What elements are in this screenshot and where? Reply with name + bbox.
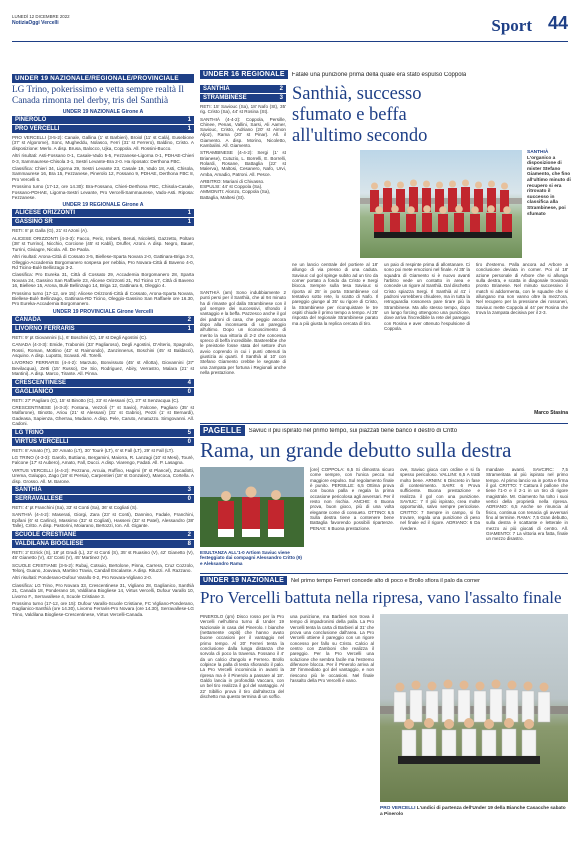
issue-date: LUNEDÌ 12 DICEMBRE 2022 [12, 14, 70, 19]
article-column: una punizione, ma Barbieri non trova il tempo di impadronirsi della palla. La Pro Vercelli tenta la carta di Barbieri al 31' che prova una conclusione dall'area. La Pro Vercelli ottiene il pareggio con un rigore concesso per fallo su Cristo. Calcio al centro con Zamboni che realizza il pareggio. Per la Pro Vercelli una soluzione che sembra facile ma l'estremo difensore blocca. Per il Pinerolo arriva al 38' l'immediato gol del vantaggio, e non riescono più le occasioni. Nel finale l'assalto della Pro Vercelli è vano. [290, 614, 374, 684]
score-row: SANTHIÀ 2 [200, 85, 286, 93]
lineup-text: SCUOLE CRISTIANE (3-5-2): Rubaj, Cotsuio, Bertolone, Pinna, Carrera, Cruz Cozzolo, Telonj, Guano, Jouvava, Martino Travia, Candall Escalante. A disp. Rituzzi. All. Razzano. [12, 562, 194, 573]
article-column: tiro d'esterno. Palla ancora ad Arbore a conclusione deviata in corner. Poi al 18' azione personale di Arbore che si allunga sulla destra, e scatta in diagonale trovando pronto Brianese. Nel minuto successivo il match si addormenta, con le squadre che si allungano ma non vanno oltre la mezz'ora. Nel recupero per la pressione dei rossoneri, Saviouc mette Coppola al 44' per Rosina che trova la zampata decisiva per il 2-3. [476, 262, 568, 316]
goals-text: RETI: 15' Saviouc (Sa), 18' Nafo (St), 35' rig. Cristo (Sa), 44' st Rosina (St). [200, 104, 286, 115]
article-column: un paio di respinte prima di allontanare. Ci sono poi mete emozioni nel finale. Al 35' la squadra di Giamento si è nuovo avanti l'arbitro vede un contatto in area e concede un rigore al Santhià. Dal dischetto Cristo spiazza Sergi. Il Santhià al 41' i padroni vorrebbero chiudere, ma in tutta la retroguardia rossonera pare tirare più la Strambinese. Ma allo stesso tempo, dopo un lungo forcing ottengono una punizione, dove arriva l'incredibile la rete del pareggio con Rosina e aver ottenuto l'espulsione di Coppola. [384, 262, 470, 332]
score-row: ALICESE ORIZZONTI 1 [12, 209, 194, 217]
celebration-photo [200, 467, 304, 547]
section-band: UNDER 16 REGIONALE [200, 70, 288, 79]
left-column [12, 74, 194, 834]
lineup-text: LIVORNO FERRARIS (4-4-2): Marzuto, Bonvissuto (45' st Allotta), Giovannini (37' Bevilacqua), Zetti (15' Russo), De Sio, Rodriguez, Abiry, Verrastro, Malara (21' st Mantini). A disp. Marco, Tirante. All. Pinna. [12, 360, 194, 377]
top-scorebox [200, 84, 286, 200]
score-row: PINEROLO 1 [12, 116, 194, 124]
score-row: SANTHIÀ 3 [12, 486, 194, 494]
lineup-text: VIRTUS VERCELLI (4-4-2): Pezzano, Arcuia, Ruffino, Hagimi (8' st Plancel), Zucadotti, Urema, Galuppo, Zago (18' st Persia), Carpentieri (18' st Gonzalez), Marcoca, Cortella. A disp. Grosso. All. M. Barone. [12, 467, 194, 484]
lineup-text: CRESCENTINESE (4-3-3): Fontana, Vezzoli (7' st Savio), Falcone, Pagliaro (35' st Malfarone), Binotto, Ariou (21' st Alessani) (31' st Gabrio), Pezzi (1' st Bernardi), Gadeasa, Sapienza, Gherrau, Mudano. A disp. Pele, Caruto, Amatuzzo. Simgovanni. All. Cadoni. [12, 405, 194, 427]
article-column: PINEROLO (qm) Disco rosso per la Pro Vercelli nell'ultimo turno di Under 19 Nazionale in casa del Pinerolo. I bianche (nettamente ospiti) che hanno avuto buone occasioni per il vantaggio nel primo tempo. Al 20' Ferreri tenta la conclusione dalla lunga distanza che sorvola di poco la traversa. Fossano il 4' da un calcio d'angolo e Ferrero. Brollo colpisce la palla di testa sfiorando il palo. La Pro Vercelli incomincia in avanti la ripresa ma è il Pinerolo a passare al 18'. Galdo lancia in profondità Vaccaro, con un bel tiro realizza il gol del vantaggio. Al 22' Sibillio prova il tiro dall'altezza del dischetto ma questo termina di un soffio. [200, 614, 284, 700]
bottom-headline: Pro Vercelli battuta nella ripresa, vano l'assalto finale [200, 588, 562, 607]
lineup-text: CANADA (4-3-3): Emide, Trabonini (33' Pagliaroso), Degli Agostini, D'Alterio, Spagnolo, Rossi, Roman, Mottino (42' st Raimondo), Zanzinnerus, Boschini (45' st Baldacci), Asquino. A disp. Lupotto, Scavati. All. Torelli. [12, 342, 194, 358]
score-row: STRAMBINESE 3 [200, 94, 286, 102]
standings-text: Classifica: Pro Eureka 31, Città di Cossato 29, Accademia Borgomanero 28, Sparta Novara 24, Gassino San Raffaele 23, Alicese Orizzonti 21, Rd Ticino 17, Città di Baveno 16, Biellese 15, Arona, Bulè Bellinzago 14, Briga 12, Gattinara 6, Oleggio 4. [12, 272, 194, 289]
caption-title: PRO VERCELLI [380, 806, 416, 811]
standings-text: Classifica: LG Trino, Pro Novara 33, Crescentinese 31, Vigliano 28, Gaglianico, Santhià 21, Canada 18, Ponderano 16, Valdilana Biogliese 14, Virtus Vercelli, Dufour Varallo 10, Livorno F., Serravallese 4, Scuole Cristiane 3. [12, 582, 194, 599]
score-row: GASSINO SR 1 [12, 218, 194, 226]
pagelle-headline: Rama, un grande debutto sulla destra [200, 438, 512, 462]
article-signature: Marco Stasina [534, 410, 568, 416]
band-kicker: Saviuc il più ispirato nel primo tempo, sui piazzati tiene banco il destro di Critto [248, 427, 458, 434]
caption-text: L'undici di partenza dell'Under 19 della Bianche Casacche sabato a Pinerolo [380, 806, 566, 817]
photo-caption: ESULTANZA ALL'1-0 Artiom Saviuc viene festeggiato dai compagni Alessandro Critto (9) e Aleksandro Rama [200, 550, 302, 566]
band-kicker: Fatale una punizione prima della quale era stato espulso Coppola [291, 71, 467, 78]
lineup-text: STRAMBINESE (4-4-2): Sergi (1' st Brianese), Cutuzio, L. Borrelli, E. Borrelli, Rolardi, Rosane, Battaglia (22' st Malerva), Maltosi, Cesanero, Nafo, Urvi, Amba, Amadio, Patroni. All. Pesce. [200, 150, 286, 177]
team-photo-illustration [360, 150, 522, 258]
lineup-text: SANTHIÀ (4-4-2): Coppola, Persille, Chinee, Penas, Vallini, Sarsi, Ali Aamer, Saviouc, Cristo, Adriano (20' st Aimon Aljoz), Rama (20' st Pinar). All. il Giamento. A disp. Morino, Nicoletto, Kambalini. All. Giamento. [200, 116, 286, 149]
section-band: UNDER 19 NAZIONALE [200, 576, 287, 585]
lineup-text: PRO VERCELLI (3-5-2): Canale, Gallina (1' st Barbieri), Broiol (11' st Calà), Eusebione (37' st Algorome), Sonc, Mugheddu, Nolasco, Ferri (31' st Ferrero), Baldino, Cristo. A disposizione: Merlo. A disp. Brusa, Balocco, Ujka, Coppola. All. Rossini-Bucco. [12, 135, 194, 151]
article-column: SANTHIÀ (am) Sono indubbiamente 2 punti persi per il Santhià, che al 94 minuto ha di rimaste gol dalla Strambinese con il gol sempre dei successivi, sfrondo il vantaggio e la beffa. Pazzesco anche il gol dei padroni di casa, che peggio ancora dopo alla inconsueta di un pareggio all'ultimo. Dopo un riconoscimento di merito la sua vittoria di 2-2 che concessa spreco di beffa incredibile. Basterebbe che le preistorie fosse stata del settore d'un avvio coprendo in cui i punti ottenuti la giustizia ai quarti. Il Santhià al 10' con Stefano Giamento crebbe le segnate di una zampata per fortuna i Regionali anche nella prestazione. [200, 290, 286, 376]
score-row: SERRAVALLESE 0 [12, 495, 194, 503]
pagelle-column: mandare avanti. SAVCIRC: 7,5 Strameritata al più ispirato nel primo tempo. Al primo lancio va in porta e firma il gol. CRITTO: 7 Cattura il pallone che tiene l'1-0 e il 2-1 in un tiro di rigore magistrale. Mr. Giamento ha tolto i suoi vertici della proprietà nella ripresa. ADRIANO: 6,5 Anche se rinuncia al fisico, continua con tenacia gli avversari fino al termine. RAMA: 7,5 Gran debutto, sulla destra è scattante e letterale in mezzo ai più giocati di centro. All. GIAMENTO: 7 La vittoria era fatta, finale un mezzo disastro. [486, 467, 568, 542]
subsection-title: UNDER 19 PROVINCIALE Girone Vercelli [52, 308, 154, 315]
expelled-text: ESPULSI: 44' st Coppola (Sa). [200, 184, 263, 190]
top-headline: Santhià, successo sfumato e beffa all'ultimo secondo [292, 84, 428, 146]
pagelle-column: ove, Saviuc gioca con ordine e si fa spesso pericoloso. VALLINI: 6,5 A tratti molto bene. ARNIIN: 6 Discreto in fase di contenimento. SAIRI: 6 Prova sufficiente. Buona prestazione e realizza il gol con una punizione. SAVIUC: 7 Il più ispirato, crea molte opportunità, salvo sempre pericolose. CRITTO: 7 Sempre in campo, si fa trovare, regala una punizione di peso nel finale ed il rigore. ADRIANO: 6 Da rivedere. [400, 467, 480, 531]
photo-caption [527, 150, 571, 217]
page-number: 44 [547, 13, 568, 33]
newspaper-name: NotiziaOggi Vercelli [12, 20, 59, 26]
band-kicker: Nel primo tempo Ferreri concede alto di poco e Brollo sfiora il palo da corner [291, 577, 481, 584]
caption-text: L'organico a disposizione di mister Stefano Giamento, che fino all'ultimo minuto di recupero si era ritrovato il successo in classifica alla Strambinese, poi sfumato [527, 155, 571, 217]
subsection-title: UNDER 19 REGIONALE Girone A [62, 202, 144, 209]
booked-text: AMMONITI: Alonzo, Coppola (Sa), Battaglia, Maltesi (St). [200, 189, 271, 200]
left-headline: LG Trino, pokerissimo e vetta sempre realtà Il Canada rimonta nel derby, tris del Santhià [12, 85, 184, 106]
lineup-text: ALICESE ORIZZONTI (4-3-3): Facco, Peric, Imberti, Beruti, Nicoletti, Gazzetto, Poltaro (38' st Turrino), Nicchio, Corcione (45' st Kabli), Druffer, Azoni. A disp. Negro, Bauer, Turrini, Giviagre, Nicola. All. De Paola. [12, 235, 194, 252]
score-row: LG TRINO 5 [12, 429, 194, 437]
goals-text: RETI: 2' Ezrick (S), 18' pt Gradi (L), 22' st Conti (S), 35' st Ruasino (V), 42' Gianetto (V), 45' Gianetto (V), 43' Conti (V), 45' Martinez (V). [12, 549, 194, 561]
next-round-text: Prossimo turno (17-12, ore 14.30): Bra-Fossano, Chieri-Derthona FBC, Chisola-Casale, Fossano-PDHAE, Ligorna-Sestri Levante, Pro Vercelli-Sammaurese, Vado-Asti. Riposa: Fezzanese. [12, 184, 194, 201]
goals-text: RETI: 9' pt Giovannini (L), 6' Boschini (C), 19' st Degli Agostini (C). [12, 334, 148, 340]
photo-caption [380, 806, 568, 817]
celebration-illustration [200, 467, 304, 547]
score-row: PRO VERCELLI 1 [12, 125, 194, 133]
pro-vercelli-team-photo [380, 614, 568, 802]
caption-title: SANTHIÀ [527, 150, 549, 155]
goals-text: RETI: 8' pt Galla (G), 21' st Azoni (A). [12, 228, 89, 234]
lineup-text: SANTHIÀ (4-4-2): Maserati, Giorgi, Zara (23' st Conti), Dannino, Fadale, Franchini, Epifani (6' st Carlino), Massimo (32' st Cogliati), Hasseni (32' st Patel), Alessandro (38' Talle), Critto. A disp. Pastorini, Moiarano, Bertozzi, Ion. All. Gigante. [12, 512, 194, 529]
score-row: VIRTUS VERCELLI 0 [12, 438, 194, 446]
goals-text: RETI: 8' Amato (T), 20' Amato (LT), 30' Tourè (LT), 6' st Fall (LT), 29' st Fall (LT). [12, 447, 175, 453]
pagelle-band-row [200, 423, 568, 435]
pro-vercelli-illustration [380, 614, 568, 802]
referee-text: ARBITRO: Mariani di Chivasso. [200, 178, 265, 184]
bottom-band-row [200, 573, 568, 585]
section-title: Sport [491, 16, 532, 35]
section-band: PAGELLE [200, 425, 245, 436]
top-article-band [200, 69, 568, 80]
goals-text: RETI: 4' pt Franchini (Sa), 33' st Conti (Sa), 36' st Cogliati (S). [12, 505, 138, 511]
team-photo [360, 150, 522, 258]
lineup-text: LG TRINO (4-3-3): Garofo, Buttiano, Bergamini, Maiorra, R. Lanzagi (10' st Mesi), Tourè, Falcone (17' st Aubero), Amato, Fall, Ducci. A disp. Viarengo, Fadati. All. P. Lasagna. [12, 455, 194, 466]
article-column: ne un lancio centrale del portiere al 18' allungo di via presso di una caduta. Saviouc col gol spinge subito ad un tiro da corner portato a fondo da Cristo e Sergi blocca. Sempre sulla tesa Saviouc si riporta al 25' in porta Strambinese col tentativo sotto rete, lo scatto di Nafo. Il pareggio giunge al 35' su rigore di Cristo, la Strambinese per riconquistare le tre ospiti chiude il primo tempo a tempo. Al 25' risposta del regionale Strambinese parato ma a più giusta la replica cercata di tiro. [292, 262, 378, 326]
section-band: UNDER 19 NAZIONALE/REGIONALE/PROVINCIALE [12, 74, 194, 83]
results-text: Altri risultati: Arona-Città di Cossato 3-5, Biellese-Sparta Novara 2-0, Gattinara-Briga 3-3, Olleggio-Accademia Borgomanero sospesa per nebbia, Pro Novara-Città di Baveno 4-0, Rd Ticino-Bulè Bellinzago 3-2. [12, 254, 194, 270]
page-header [12, 12, 568, 42]
goals-text: RETI: 27' Pagliaro (C), 15' st Binotto (C), 23' st Alessani (C), 27' st Senzacqua (C). [12, 397, 180, 403]
subsection-title: UNDER 19 NAZIONALE Girone A [62, 109, 144, 115]
score-row: CANADA 2 [12, 316, 194, 324]
score-row: VALDILANA BIOGLIESE 8 [12, 540, 194, 548]
pagelle-column: [ore] COPPOLA: 6,5 Si dimostra sicuro come sempre, con l'unica pecca sul maggiore espulso. Sul regolamento finale è punito. PERSILLE: 6,5 Ottima prova con buona palla e regala la prima occasione pericolosa agli avversari. Per il resto non rischia. ANCHE: 6 Buona prova, buon gioco, più di una volta elegante come di consueto. OTTINO: 6,5 Sulla destra tiene a contenere bene Battaglia favorendo possibili ripartenze. PENAS: 6 Buona prestazione. [310, 467, 394, 531]
score-row: SCUOLE CRESTIANE 2 [12, 531, 194, 539]
score-row: GAGLIANICO 0 [12, 388, 194, 396]
next-round-text: Prossimo turno (17-12, ore 15): Dufour Varallo-Scuole Cristiane, FC Vigliano-Ponderano, Gaglianico-Santhià (ore 14.30), Livorno Ferraris-Pro Novara (ore 14.30), Serravallese-LG Trino, Valdilana Biogliese-Crescentinese, Virtus Vercelli-Canada. [12, 600, 194, 617]
score-row: LIVORNO FERRARIS 1 [12, 325, 194, 333]
results-text: Altri risultati: Ponderano-Dufour Varallo 0-2, Pro Novara-Vigliano 2-0. [12, 575, 153, 581]
score-row: CRESCENTINESE 4 [12, 379, 194, 387]
standings-text: Classifica: Chieri 34, Ligorna 29, Sestri Levante 23, Casale 19, Vado 18, Asti, Chisola, Sammaurese 16, Bra 15, Fezzanese, Pinerolo 12, Fossano 9, PDHAE, Derthona FBC 8, Pro Vercelli 6. [12, 166, 194, 182]
results-text: Altri risultati: Asti-Fossano 0-1, Casale-Vado 5-5, Fezzanese-Ligorna 0-1, PDHAE-Chieri 0-3, Sammaurese-Chisola 3-1, Sestri Levante-Bra 2-0. Ha riposato: Derthona FBC. [12, 153, 194, 164]
next-round-text: Prossimo turno (17-12, ore 15): Alicese Orizzonti-Città di Cossato, Arona-Sparta Novara, Biellese-Bulè Bellinzago, Gattinara-RD Ticino, Oleggio-Gassino San Raffaele ore 16.30, Pro Eureka-Accademia Borgomanero. [12, 290, 194, 307]
